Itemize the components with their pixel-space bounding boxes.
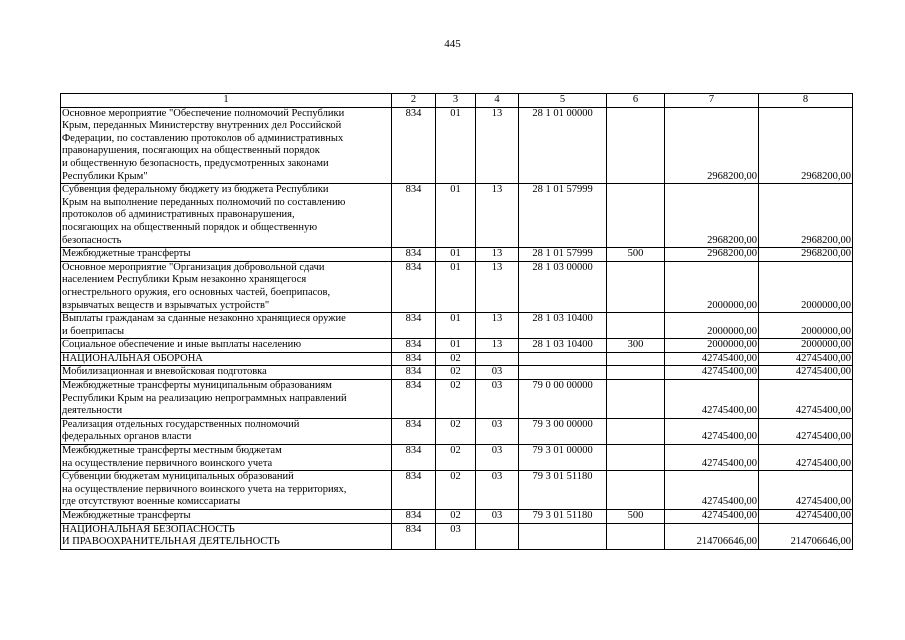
subsection-code: 03 (476, 380, 519, 419)
expense-type-code: 300 (607, 339, 665, 353)
section-code: 02 (436, 445, 476, 471)
amount-year-1: 2968200,00 (665, 107, 759, 184)
target-article-code: 28 1 01 00000 (519, 107, 607, 184)
section-code: 02 (436, 471, 476, 510)
expense-type-code (607, 107, 665, 184)
ministry-code: 834 (392, 107, 436, 184)
section-code: 02 (436, 366, 476, 380)
budget-table (60, 93, 853, 550)
target-article-code (519, 523, 607, 549)
amount-year-1: 42745400,00 (665, 445, 759, 471)
subsection-code: 03 (476, 418, 519, 444)
table-row (61, 445, 853, 471)
header-cell: 5 (519, 94, 607, 108)
table-row (61, 107, 853, 184)
table-row (61, 366, 853, 380)
expense-type-code (607, 445, 665, 471)
target-article-code: 79 3 01 51180 (519, 510, 607, 524)
header-cell: 4 (476, 94, 519, 108)
budget-item-name: Социальное обеспечение и иные выплаты населению (61, 339, 392, 353)
ministry-code: 834 (392, 248, 436, 262)
amount-year-1: 2000000,00 (665, 261, 759, 312)
target-article-code: 28 1 01 57999 (519, 184, 607, 248)
budget-item-name: Основное мероприятие "Обеспечение полномочий Республики Крым, переданных Министерству внутренних дел Российской Федерации, по составлению протоколов об административных правонарушения, посягающих на общественный порядок и общественную безопасность, предусмотренных законами Республики Крым" (61, 107, 392, 184)
budget-item-name: Межбюджетные трансферты (61, 510, 392, 524)
target-article-code (519, 352, 607, 366)
expense-type-code (607, 523, 665, 549)
subsection-code: 13 (476, 248, 519, 262)
ministry-code: 834 (392, 184, 436, 248)
table-row (61, 313, 853, 339)
header-cell: 3 (436, 94, 476, 108)
expense-type-code (607, 471, 665, 510)
amount-year-1: 42745400,00 (665, 418, 759, 444)
ministry-code: 834 (392, 313, 436, 339)
ministry-code: 834 (392, 352, 436, 366)
table-row (61, 510, 853, 524)
budget-item-name: Субвенция федеральному бюджету из бюджета Республики Крым на выполнение переданных полномочий по составлению протоколов об административных правонарушения, посягающих на общественный порядок и общественную безопасность (61, 184, 392, 248)
amount-year-2: 42745400,00 (759, 471, 853, 510)
target-article-code: 28 1 03 00000 (519, 261, 607, 312)
header-cell: 7 (665, 94, 759, 108)
table-row (61, 261, 853, 312)
amount-year-1: 42745400,00 (665, 471, 759, 510)
budget-item-name: Выплаты гражданам за сданные незаконно хранящиеся оружие и боеприпасы (61, 313, 392, 339)
budget-item-name: НАЦИОНАЛЬНАЯ БЕЗОПАСНОСТЬ И ПРАВООХРАНИТЕЛЬНАЯ ДЕЯТЕЛЬНОСТЬ (61, 523, 392, 549)
expense-type-code (607, 352, 665, 366)
header-cell: 1 (61, 94, 392, 108)
budget-item-name: НАЦИОНАЛЬНАЯ ОБОРОНА (61, 352, 392, 366)
amount-year-2: 42745400,00 (759, 445, 853, 471)
amount-year-2: 214706646,00 (759, 523, 853, 549)
amount-year-1: 42745400,00 (665, 352, 759, 366)
table-row (61, 471, 853, 510)
table-header-row (61, 94, 853, 108)
amount-year-1: 2000000,00 (665, 313, 759, 339)
target-article-code: 28 1 01 57999 (519, 248, 607, 262)
amount-year-2: 2000000,00 (759, 261, 853, 312)
budget-item-name: Межбюджетные трансферты местным бюджетам на осуществление первичного воинского учета (61, 445, 392, 471)
table-row (61, 380, 853, 419)
section-code: 02 (436, 352, 476, 366)
amount-year-2: 2968200,00 (759, 248, 853, 262)
expense-type-code (607, 261, 665, 312)
budget-item-name: Межбюджетные трансферты (61, 248, 392, 262)
page-number: 445 (444, 38, 461, 50)
section-code: 01 (436, 261, 476, 312)
target-article-code: 79 3 01 51180 (519, 471, 607, 510)
section-code: 01 (436, 313, 476, 339)
table-row (61, 339, 853, 353)
table-row (61, 248, 853, 262)
amount-year-1: 42745400,00 (665, 510, 759, 524)
amount-year-1: 2000000,00 (665, 339, 759, 353)
amount-year-2: 42745400,00 (759, 510, 853, 524)
subsection-code: 13 (476, 184, 519, 248)
amount-year-2: 42745400,00 (759, 380, 853, 419)
table-row (61, 523, 853, 549)
subsection-code: 13 (476, 261, 519, 312)
budget-item-name: Мобилизационная и вневойсковая подготовка (61, 366, 392, 380)
amount-year-2: 2000000,00 (759, 339, 853, 353)
subsection-code: 13 (476, 313, 519, 339)
amount-year-2: 2968200,00 (759, 107, 853, 184)
section-code: 01 (436, 107, 476, 184)
section-code: 02 (436, 380, 476, 419)
amount-year-2: 42745400,00 (759, 366, 853, 380)
subsection-code: 03 (476, 366, 519, 380)
section-code: 03 (436, 523, 476, 549)
header-cell: 8 (759, 94, 853, 108)
ministry-code: 834 (392, 366, 436, 380)
target-article-code (519, 366, 607, 380)
ministry-code: 834 (392, 339, 436, 353)
header-cell: 2 (392, 94, 436, 108)
ministry-code: 834 (392, 471, 436, 510)
target-article-code: 79 3 00 00000 (519, 418, 607, 444)
header-cell: 6 (607, 94, 665, 108)
amount-year-2: 42745400,00 (759, 352, 853, 366)
target-article-code: 79 3 01 00000 (519, 445, 607, 471)
amount-year-1: 2968200,00 (665, 248, 759, 262)
ministry-code: 834 (392, 380, 436, 419)
section-code: 01 (436, 339, 476, 353)
amount-year-2: 42745400,00 (759, 418, 853, 444)
amount-year-1: 42745400,00 (665, 380, 759, 419)
expense-type-code (607, 418, 665, 444)
expense-type-code (607, 313, 665, 339)
section-code: 01 (436, 184, 476, 248)
ministry-code: 834 (392, 418, 436, 444)
expense-type-code (607, 366, 665, 380)
subsection-code: 03 (476, 471, 519, 510)
ministry-code: 834 (392, 445, 436, 471)
expense-type-code: 500 (607, 510, 665, 524)
section-code: 02 (436, 418, 476, 444)
target-article-code: 28 1 03 10400 (519, 313, 607, 339)
expense-type-code: 500 (607, 248, 665, 262)
expense-type-code (607, 184, 665, 248)
subsection-code: 03 (476, 510, 519, 524)
expense-type-code (607, 380, 665, 419)
ministry-code: 834 (392, 261, 436, 312)
ministry-code: 834 (392, 510, 436, 524)
table-row (61, 184, 853, 248)
section-code: 01 (436, 248, 476, 262)
amount-year-1: 2968200,00 (665, 184, 759, 248)
section-code: 02 (436, 510, 476, 524)
table-row (61, 418, 853, 444)
target-article-code: 79 0 00 00000 (519, 380, 607, 419)
ministry-code: 834 (392, 523, 436, 549)
budget-item-name: Основное мероприятие "Организация добровольной сдачи населением Республики Крым незаконно хранящегося огнестрельного оружия, его основных частей, боеприпасов, взрывчатых веществ и взрывчатых устройств" (61, 261, 392, 312)
amount-year-2: 2000000,00 (759, 313, 853, 339)
subsection-code (476, 523, 519, 549)
table-row (61, 352, 853, 366)
subsection-code: 13 (476, 339, 519, 353)
budget-item-name: Межбюджетные трансферты муниципальным образованиям Республики Крым на реализацию непрограммных направлений деятельности (61, 380, 392, 419)
amount-year-2: 2968200,00 (759, 184, 853, 248)
budget-item-name: Реализация отдельных государственных полномочий федеральных органов власти (61, 418, 392, 444)
amount-year-1: 214706646,00 (665, 523, 759, 549)
subsection-code: 13 (476, 107, 519, 184)
budget-item-name: Субвенции бюджетам муниципальных образований на осуществление первичного воинского учета на территориях, где отсутствуют военные комиссариаты (61, 471, 392, 510)
subsection-code: 03 (476, 445, 519, 471)
subsection-code (476, 352, 519, 366)
amount-year-1: 42745400,00 (665, 366, 759, 380)
target-article-code: 28 1 03 10400 (519, 339, 607, 353)
